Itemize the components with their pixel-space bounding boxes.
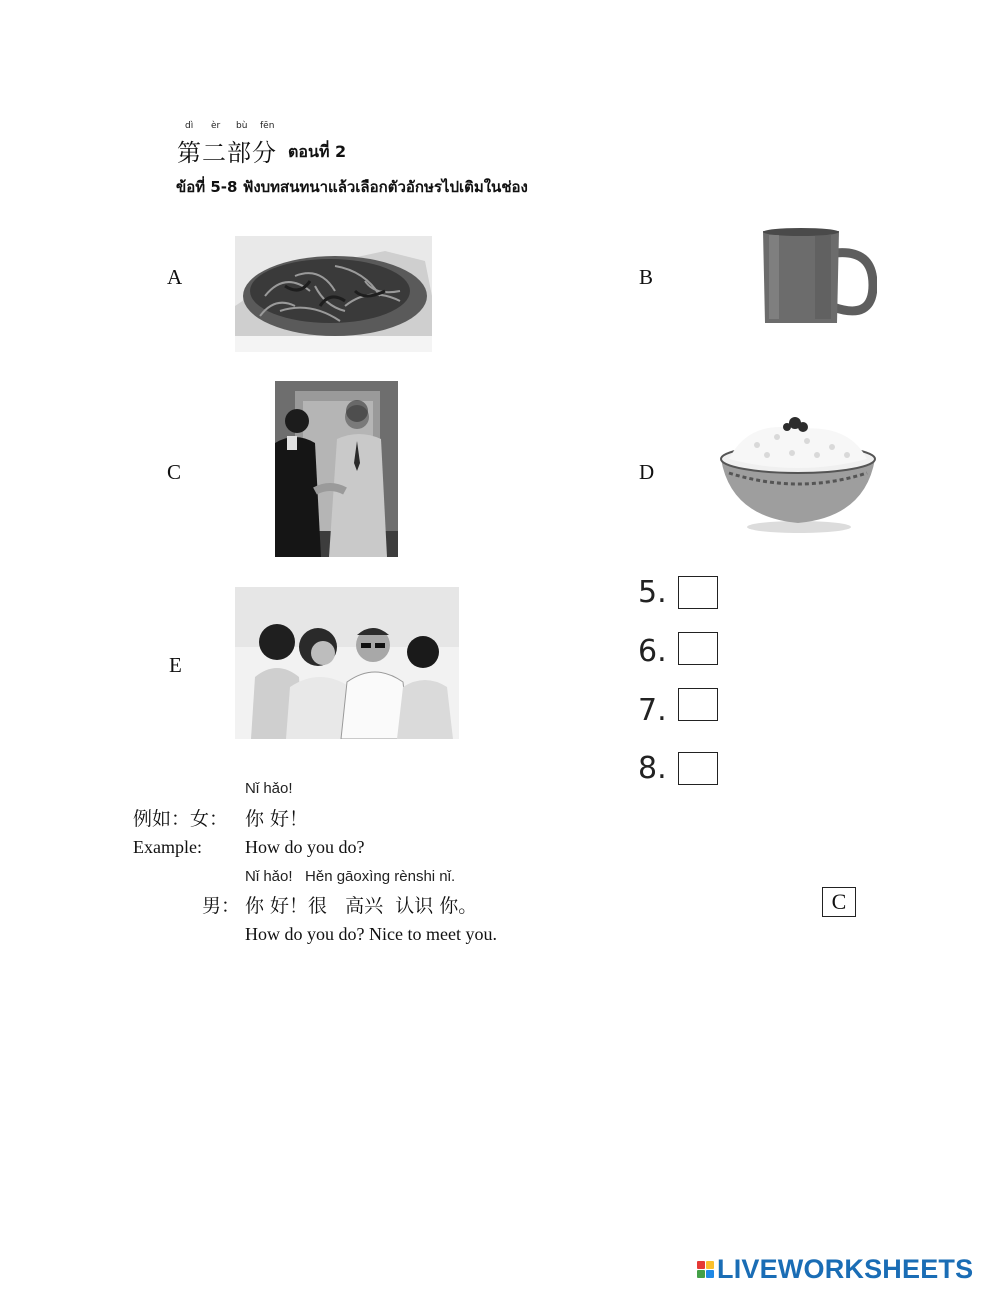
stir-fried-dish-image — [235, 236, 432, 352]
pinyin-fen: fēn — [260, 121, 275, 131]
group-of-friends-image — [235, 587, 459, 739]
logo-tiles-icon — [697, 1261, 714, 1278]
question-7-answer-box[interactable] — [678, 688, 718, 721]
option-letter-b: B — [639, 265, 654, 289]
liveworksheets-logo — [697, 1253, 973, 1285]
option-letter-e: E — [169, 653, 182, 677]
question-5-label: 5. — [638, 575, 667, 610]
mug-image — [755, 225, 877, 329]
pinyin-er: èr — [211, 121, 221, 131]
example-answer-box: C — [822, 887, 856, 917]
logo-tile-l — [697, 1261, 705, 1269]
question-6-answer-box[interactable] — [678, 632, 718, 665]
question-8-answer-box[interactable] — [678, 752, 718, 785]
section-title-thai: ตอนที่ 2 — [288, 142, 347, 161]
question-8-label: 8. — [638, 751, 667, 786]
pinyin-di: dì — [185, 121, 194, 131]
logo-tile-i — [706, 1261, 714, 1269]
option-letter-c: C — [167, 460, 182, 484]
example-woman-pinyin: Nǐ hǎo! — [245, 780, 293, 797]
example-man-english: How do you do? Nice to meet you. — [245, 924, 497, 944]
logo-text: LIVEWORKSHEETS — [717, 1253, 974, 1284]
handshake-image — [275, 381, 398, 557]
section-title-chinese: 第二部分 — [177, 139, 277, 167]
logo-tile-v — [697, 1270, 705, 1278]
example-man-pinyin: Nǐ hǎo! Hěn gāoxìng rènshi nǐ. — [245, 868, 456, 885]
example-man-chinese: 你 好！很 高兴 认识 你。 — [245, 895, 478, 917]
option-letter-a: A — [167, 265, 183, 289]
logo-tile-e — [706, 1270, 714, 1278]
example-woman-chinese: 你 好！ — [245, 808, 309, 830]
rice-bowl-image — [717, 415, 877, 535]
instruction-text: ข้อที่ 5-8 ฟังบทสนทนาแล้วเลือกตัวอักษรไปเติมในช่อง — [176, 178, 528, 196]
example-label: Example: — [133, 837, 202, 857]
example-man-prefix: 男： — [202, 895, 241, 917]
example-woman-prefix: 例如：女： — [133, 808, 229, 830]
pinyin-bu: bù — [236, 121, 248, 131]
question-7-label: 7. — [638, 693, 667, 728]
question-5-answer-box[interactable] — [678, 576, 718, 609]
question-6-label: 6. — [638, 634, 667, 669]
option-letter-d: D — [639, 460, 655, 484]
example-woman-english: How do you do? — [245, 837, 365, 857]
